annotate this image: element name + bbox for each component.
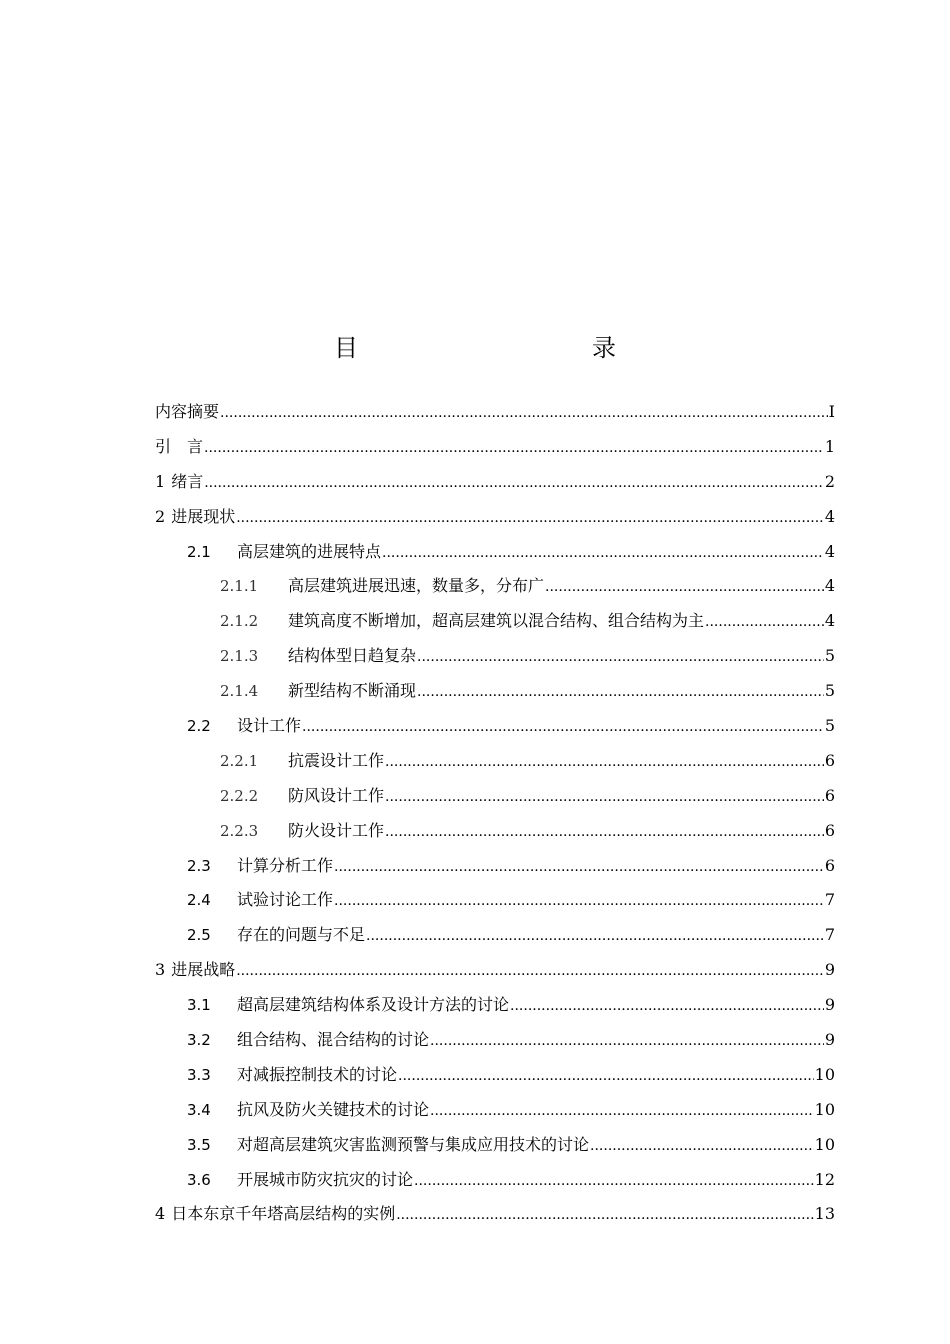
toc-entry[interactable] [155, 1197, 835, 1232]
toc-entry-page-number: 4 [824, 576, 835, 596]
toc-entry-number: 3.5 [187, 1135, 211, 1154]
toc-entry-number: 2 [155, 506, 166, 526]
toc-entry-label: 对超高层建筑灾害监测预警与集成应用技术的讨论 [237, 1134, 590, 1154]
toc-entry-page-number: 7 [824, 925, 835, 945]
toc-entry-page-number: 6 [824, 855, 835, 875]
toc-entry[interactable] [155, 535, 835, 570]
toc-entry-label: 试验讨论工作 [237, 890, 334, 910]
toc-entry[interactable] [155, 849, 835, 884]
toc-entry-page-number: 4 [824, 506, 835, 526]
toc-entry[interactable] [155, 430, 835, 465]
toc-entry-number: 2.1.4 [220, 682, 259, 701]
toc-entry-number: 2.2.2 [220, 786, 259, 805]
toc-entry-page-number: 6 [824, 785, 835, 805]
toc-entry-label: 高层建筑进展迅速，数量多，分布广 [288, 576, 545, 596]
toc-entry-number: 3.1 [187, 996, 211, 1015]
toc-entry-label: 开展城市防灾抗灾的讨论 [237, 1169, 414, 1189]
toc-entry-label: 防火设计工作 [288, 820, 385, 840]
toc-entry-label: 绪言 [171, 471, 204, 491]
toc-entry-page-number: 9 [824, 1030, 835, 1050]
toc-entry-page-number: 10 [814, 1099, 835, 1119]
toc-entry-number: 2.1.3 [220, 647, 259, 666]
toc-dot-leader [204, 431, 824, 466]
toc-dot-leader [334, 884, 824, 919]
toc-dot-leader [236, 501, 824, 536]
toc-entry-page-number: 6 [824, 820, 835, 840]
toc-dot-leader [414, 1164, 814, 1199]
toc-entry-number: 2.3 [187, 856, 211, 875]
toc-entry-page-number: 5 [824, 716, 835, 736]
toc-entry-number: 2.1 [187, 542, 211, 561]
toc-entry[interactable] [155, 639, 835, 674]
toc-entry-number: 4 [155, 1204, 166, 1224]
toc-entry-number: 2.4 [187, 891, 211, 910]
toc-entry-number: 2.2 [187, 717, 211, 736]
toc-entry-number: 1 [155, 471, 166, 491]
toc-dot-leader [430, 1024, 824, 1059]
toc-entry-page-number: 13 [814, 1204, 835, 1224]
toc-entry-number: 3.6 [187, 1170, 211, 1189]
toc-entry[interactable] [155, 500, 835, 535]
toc-entry[interactable] [155, 744, 835, 779]
toc-entry[interactable] [155, 883, 835, 918]
toc-dot-leader [385, 745, 824, 780]
toc-dot-leader [545, 570, 824, 605]
toc-entry[interactable] [155, 1058, 835, 1093]
toc-entry-label: 内容摘要 [155, 402, 220, 421]
toc-entry-number: 3.4 [187, 1100, 211, 1119]
toc-entry-page-number: 2 [824, 471, 835, 491]
toc-entry-label: 防风设计工作 [288, 785, 385, 805]
toc-entry[interactable] [155, 814, 835, 849]
toc-dot-leader [385, 815, 824, 850]
toc-dot-leader [417, 675, 824, 710]
toc-entry-label: 引 言 [155, 436, 204, 456]
toc-entry-label: 存在的问题与不足 [237, 925, 366, 945]
toc-entry-page-number: 5 [824, 646, 835, 666]
toc-dot-leader [366, 919, 824, 954]
toc-entry[interactable] [155, 779, 835, 814]
toc-entry-page-number: 9 [824, 995, 835, 1015]
toc-entry-page-number: 10 [814, 1134, 835, 1154]
toc-entry[interactable] [155, 709, 835, 744]
toc-entry-label: 超高层建筑结构体系及设计方法的讨论 [237, 995, 510, 1015]
toc-dot-leader [382, 536, 824, 571]
toc-entry[interactable] [155, 1163, 835, 1198]
toc-entry[interactable] [155, 988, 835, 1023]
toc-entry[interactable] [155, 604, 835, 639]
toc-entry-label: 对减振控制技术的讨论 [237, 1064, 398, 1084]
toc-entry-label: 结构体型日趋复杂 [288, 646, 417, 666]
toc-entry-number: 2.1.1 [220, 577, 259, 596]
toc-entry-page-number: 7 [824, 890, 835, 910]
toc-entry[interactable] [155, 953, 835, 988]
toc-entry-label: 进展现状 [171, 506, 236, 526]
toc-dot-leader [204, 466, 824, 501]
toc-entry-label: 设计工作 [237, 716, 302, 736]
toc-entry[interactable] [155, 465, 835, 500]
toc-entry-page-number: 10 [814, 1064, 835, 1084]
toc-entry-page-number: 4 [824, 611, 835, 631]
toc-entry-page-number: 12 [814, 1169, 835, 1189]
toc-dot-leader [385, 780, 824, 815]
toc-dot-leader [220, 396, 828, 431]
toc-entry-page-number: 1 [824, 436, 835, 456]
toc-entry-label: 建筑高度不断增加，超高层建筑以混合结构、组合结构为主 [288, 611, 705, 631]
toc-entry-page-number: 4 [824, 541, 835, 561]
toc-dot-leader [417, 640, 824, 675]
toc-dot-leader [334, 850, 824, 885]
toc-dot-leader [705, 605, 824, 640]
toc-entry[interactable] [155, 674, 835, 709]
toc-entry-page-number: I [828, 402, 835, 421]
toc-entry-number: 3 [155, 960, 166, 980]
toc-entry-page-number: 5 [824, 681, 835, 701]
toc-entry-number: 3.2 [187, 1031, 211, 1050]
toc-entry[interactable] [155, 1023, 835, 1058]
toc-dot-leader [590, 1129, 814, 1164]
toc-entry-number: 3.3 [187, 1065, 211, 1084]
toc-entry[interactable] [155, 918, 835, 953]
toc-dot-leader [398, 1059, 814, 1094]
toc-entry[interactable] [155, 1128, 835, 1163]
toc-title: 目 录 [334, 334, 678, 362]
toc-entry-page-number: 9 [824, 960, 835, 980]
table-of-contents [155, 395, 835, 1232]
toc-entry[interactable] [155, 1093, 835, 1128]
toc-entry[interactable] [155, 569, 835, 604]
toc-dot-leader [510, 989, 824, 1024]
toc-entry-number: 2.2.3 [220, 821, 259, 840]
toc-entry[interactable] [155, 395, 835, 430]
toc-entry-label: 抗风及防火关键技术的讨论 [237, 1099, 430, 1119]
toc-entry-number: 2.5 [187, 926, 211, 945]
toc-entry-label: 高层建筑的进展特点 [237, 541, 382, 561]
toc-entry-number: 2.2.1 [220, 751, 259, 770]
toc-dot-leader [430, 1094, 814, 1129]
toc-entry-label: 日本东京千年塔高层结构的实例 [171, 1204, 396, 1224]
toc-entry-label: 组合结构、混合结构的讨论 [237, 1030, 430, 1050]
toc-dot-leader [236, 954, 824, 989]
toc-entry-label: 进展战略 [171, 960, 236, 980]
toc-dot-leader [396, 1198, 813, 1233]
toc-entry-label: 新型结构不断涌现 [288, 681, 417, 701]
toc-dot-leader [302, 710, 824, 745]
toc-entry-label: 计算分析工作 [237, 855, 334, 875]
toc-entry-number: 2.1.2 [220, 612, 259, 631]
toc-entry-page-number: 6 [824, 750, 835, 770]
toc-entry-label: 抗震设计工作 [288, 750, 385, 770]
